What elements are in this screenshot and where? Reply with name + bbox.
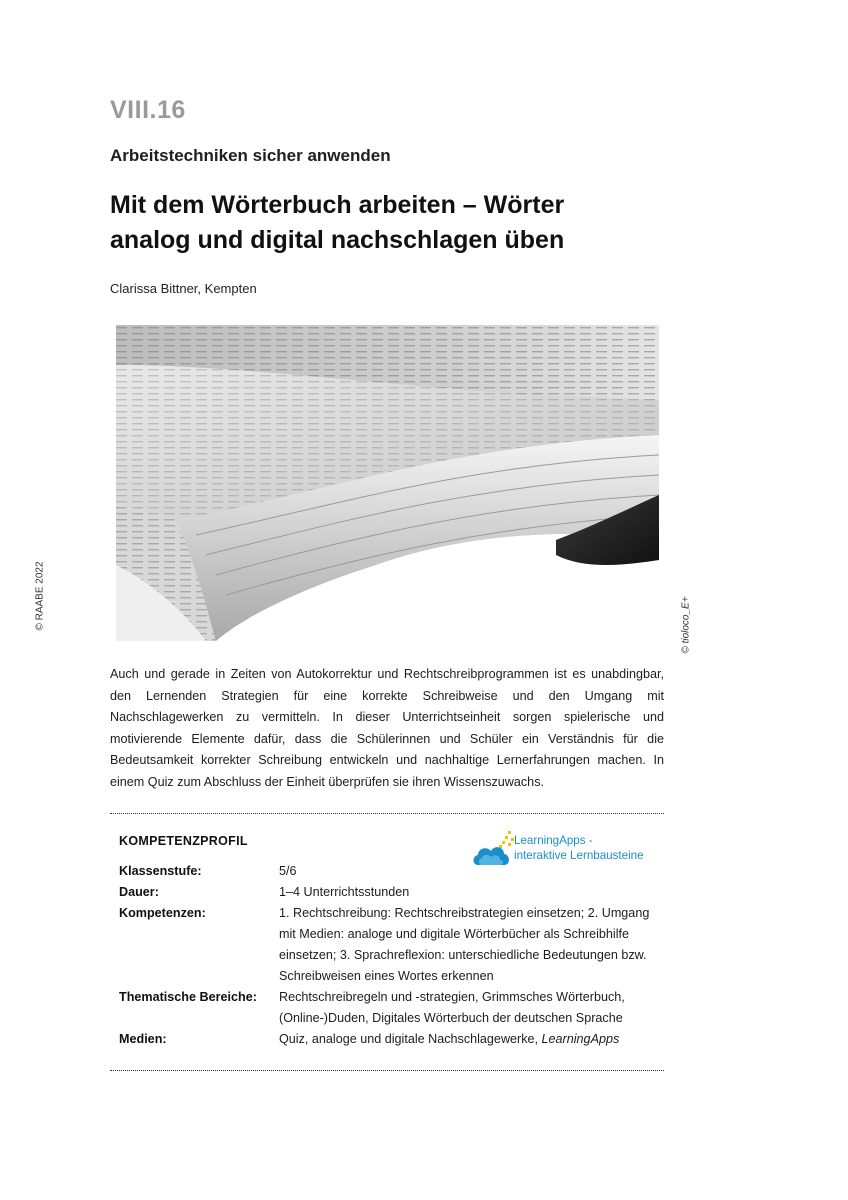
row-label: Kompetenzen: [119, 906, 206, 920]
logo-line-1: LearningApps - [514, 834, 593, 847]
page-title [110, 188, 710, 258]
divider-bottom [110, 1070, 664, 1071]
row-value: 5/6 [279, 864, 297, 878]
divider-top [110, 813, 664, 814]
row-value: 1. Rechtschreibung: Rechtschreibstrategien einsetzen; 2. Umgang mit Medien: analoge und digitale Wörterbücher als Schreibhilfe einsetzen; 3. Sprachreflexion: unterschiedliche Bedeutungen bzw. Schreibweisen eines Wortes erkennen [279, 906, 650, 983]
copyright-note: © RAABE 2022 [34, 561, 46, 631]
row-value: 1–4 Unterrichtsstunden [279, 885, 410, 899]
media-value: Quiz, analoge und digitale Nachschlagewerke, [279, 1032, 539, 1046]
row-label: Medien: [119, 1032, 167, 1046]
learningapps-text [514, 833, 644, 863]
photo-credit: © tioloco_E+ [680, 596, 692, 654]
row-label: Klassenstufe: [119, 864, 202, 878]
dictionary-photo [116, 325, 659, 641]
series-title: Arbeitstechniken sicher anwenden [110, 146, 391, 165]
section-number: VIII.16 [110, 96, 186, 124]
row-label: Thematische Bereiche: [119, 990, 257, 1004]
author: Clarissa Bittner, Kempten [110, 281, 257, 296]
row-value [279, 1029, 669, 1050]
row-label: Dauer: [119, 885, 159, 899]
intro-paragraph: Auch und gerade in Zeiten von Autokorrektur und Rechtschreibprogrammen ist es unabdingbar, den Lernenden Strategien für eine korrekte Schreibweise und den Umgang mit Nachschlagewerken zu vermitteln. In dieser Unterrichtseinheit sorgen spielerische und motivierende Elemente dafür, dass die Schülerinnen und Schüler ein Verständnis für die Bedeutsamkeit korrekter Schreibung entwickeln und nachhaltige Lernerfahrungen machen. In einem Quiz zum Abschluss der Einheit überprüfen sie ihren Wissenszuwachs. [110, 667, 664, 789]
logo-line-2: interaktive Lernbausteine [514, 849, 644, 862]
profile-heading: KOMPETENZPROFIL [119, 834, 248, 848]
title-line-2: analog und digital nachschlagen üben [110, 226, 565, 254]
row-value: Rechtschreibregeln und -strategien, Grimmsches Wörterbuch, (Online-)Duden, Digitales Wörterbuch der deutschen Sprache [279, 990, 625, 1025]
media-value-italic: LearningApps [541, 1032, 620, 1046]
title-line-1: Mit dem Wörterbuch arbeiten – Wörter [110, 191, 565, 219]
